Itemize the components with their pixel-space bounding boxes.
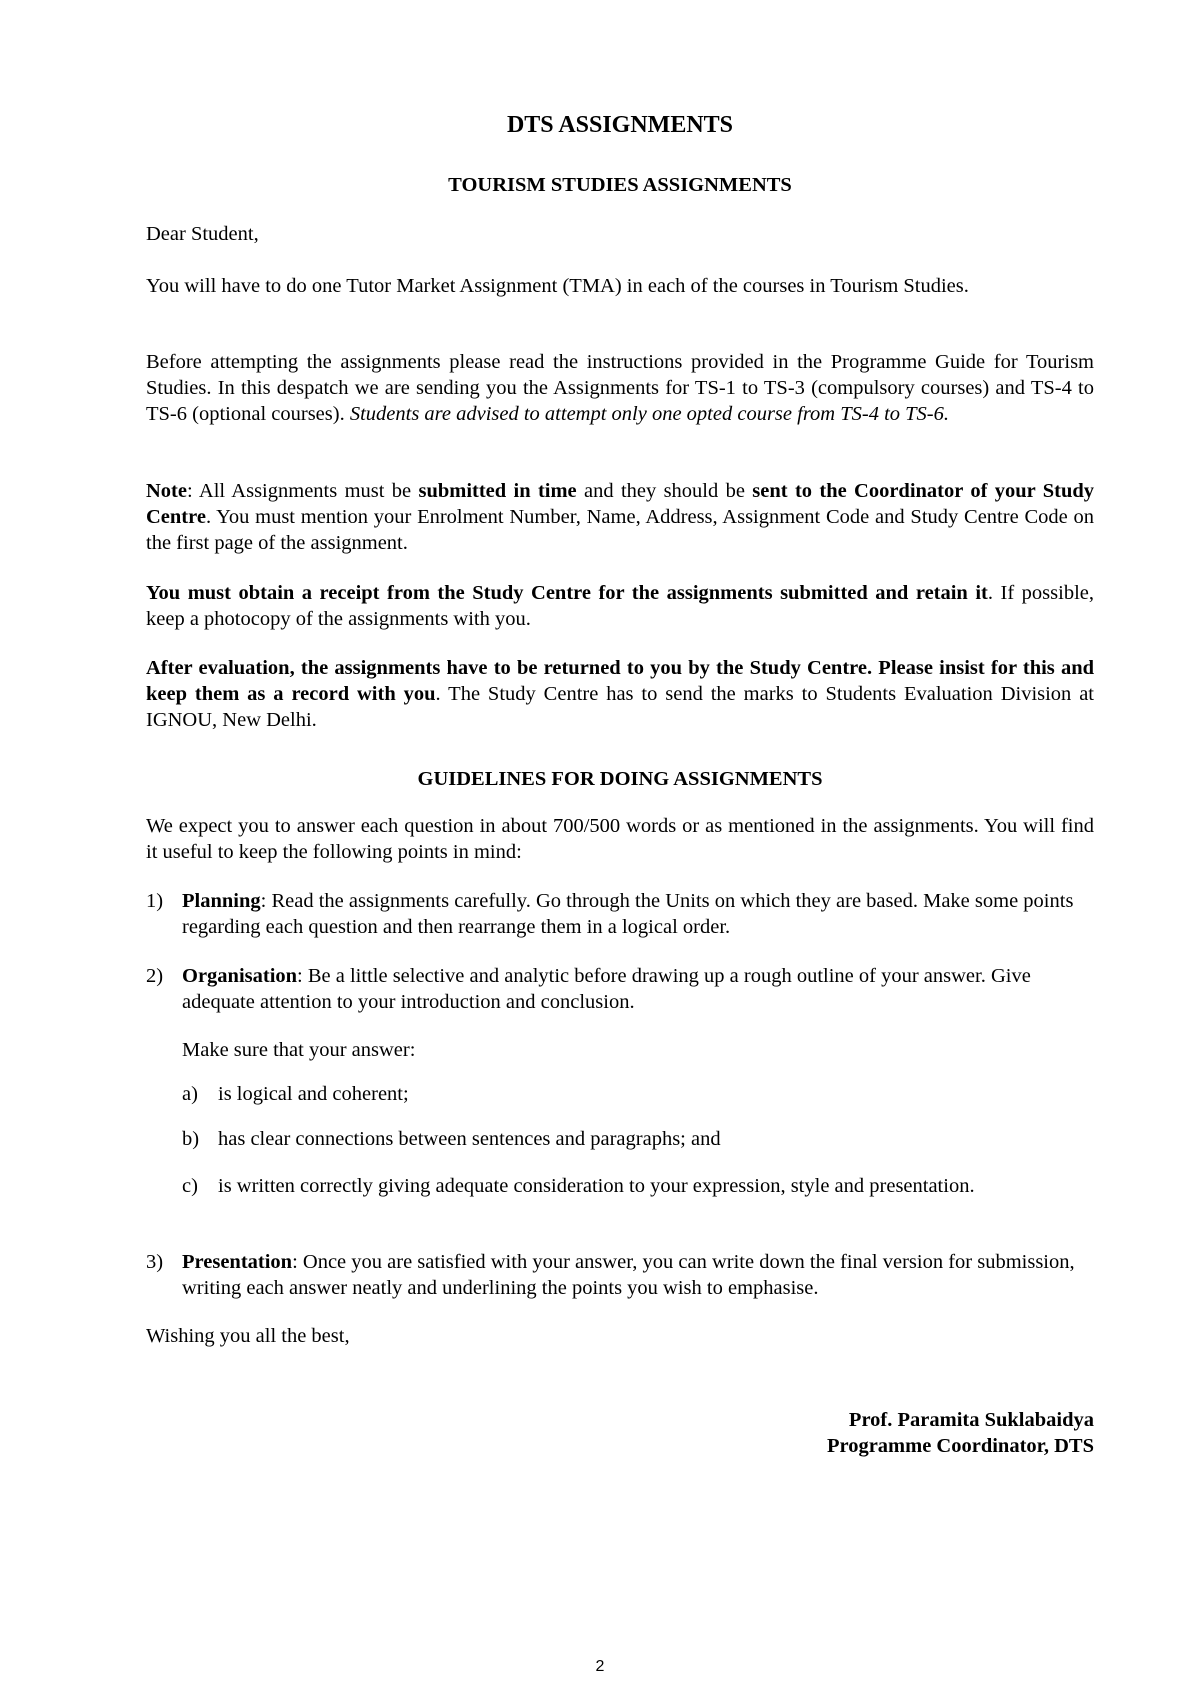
guideline-body (182, 963, 1094, 1015)
note-text-1: : All Assignments must be (186, 480, 419, 502)
closing-wish: Wishing you all the best, (146, 1325, 350, 1347)
evaluation-bold: After evaluation, the assignments have to be returned to you by the Study Centre. Please insist for this and keep them as a record with you (146, 657, 1094, 705)
page-title: DTS ASSIGNMENTS (506, 112, 734, 138)
receipt-text: . If possible, keep a photocopy of the assignments with you. (146, 582, 1094, 630)
guideline-body (182, 1249, 1094, 1301)
guideline-text: : Once you are satisfied with your answer, you can write down the final version for submission, writing each answer neatly and underlining the points you wish to emphasise. (182, 1251, 1075, 1299)
criteria-letter: a) (182, 1083, 198, 1105)
make-sure-text: Make sure that your answer: (182, 1039, 416, 1061)
note-bold-1: submitted in time (418, 480, 577, 502)
instructions-paragraph (146, 349, 1094, 427)
guideline-body (182, 888, 1094, 940)
guideline-text: : Be a little selective and analytic before drawing up a rough outline of your answer. Give adequate attention to your introduction and conclusion. (182, 965, 1031, 1013)
note-label: Note (146, 480, 187, 502)
note-text-2: and they should be (576, 480, 753, 502)
page-number: 2 (595, 1658, 605, 1675)
guideline-item (146, 888, 1094, 940)
criteria-letter: c) (182, 1175, 198, 1197)
guideline-label: Planning (182, 890, 261, 912)
criteria-letter: b) (182, 1128, 200, 1150)
guideline-number: 2) (146, 965, 164, 987)
intro-paragraph: You will have to do one Tutor Market Assignment (TMA) in each of the courses in Tourism Studies. (146, 275, 969, 297)
guideline-label: Organisation (182, 965, 298, 987)
document-page (146, 0, 1094, 1698)
receipt-bold: You must obtain a receipt from the Study Centre for the assignments submitted and retain it (146, 582, 988, 604)
guideline-item (146, 963, 1094, 1015)
criteria-item (182, 1126, 1094, 1152)
guideline-number: 3) (146, 1251, 164, 1273)
signatory-name: Prof. Paramita Suklabaidya (848, 1409, 1094, 1431)
evaluation-paragraph (146, 655, 1094, 733)
signature-block (827, 1407, 1094, 1459)
criteria-text: has clear connections between sentences and paragraphs; and (218, 1128, 721, 1150)
salutation: Dear Student, (146, 223, 259, 245)
criteria-text: is written correctly giving adequate consideration to your expression, style and presentation. (218, 1175, 975, 1197)
instructions-advice: Students are advised to attempt only one opted course from TS-4 to TS-6. (349, 403, 950, 425)
receipt-paragraph (146, 580, 1094, 632)
criteria-item (182, 1081, 1094, 1107)
signatory-role: Programme Coordinator, DTS (826, 1435, 1094, 1457)
instructions-text: Before attempting the assignments please read the instructions provided in the Programme Guide for Tourism Studies. In this despatch we are sending you the Assignments for TS-1 to TS-3 (compulsory courses) and TS-4 to TS-6 (optional courses). (146, 351, 1094, 425)
evaluation-text: . The Study Centre has to send the marks to Students Evaluation Division at IGNOU, New Delhi. (146, 683, 1094, 731)
guideline-item (146, 1249, 1094, 1301)
guideline-label: Presentation (182, 1251, 293, 1273)
criteria-item (182, 1173, 1094, 1199)
guidelines-heading: GUIDELINES FOR DOING ASSIGNMENTS (417, 768, 823, 790)
note-paragraph (146, 478, 1094, 556)
note-text-3: . You must mention your Enrolment Number, Name, Address, Assignment Code and Study Centre Code on the first page of the assignment. (146, 506, 1094, 554)
note-bold-2: sent to the Coordinator of your Study Centre (146, 480, 1094, 528)
page-subtitle: TOURISM STUDIES ASSIGNMENTS (448, 174, 792, 196)
guideline-number: 1) (146, 890, 164, 912)
guidelines-intro: We expect you to answer each question in about 700/500 words or as mentioned in the assignments. You will find it useful to keep the following points in mind: (146, 815, 1094, 863)
guideline-text: : Read the assignments carefully. Go through the Units on which they are based. Make some points regarding each question and then rearrange them in a logical order. (182, 890, 1074, 938)
criteria-text: is logical and coherent; (218, 1083, 409, 1105)
